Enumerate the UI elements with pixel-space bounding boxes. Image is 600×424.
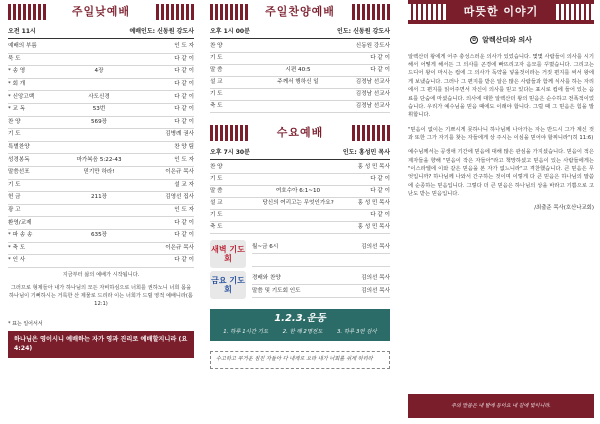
praise-service-info: [210, 28, 390, 39]
order-item: 설 교: [210, 79, 223, 85]
order-detail: 여호수아 6:1~10: [275, 188, 321, 194]
order-detail: [48, 179, 150, 192]
service-time: 오전 11시: [8, 28, 36, 35]
praise-service-leader: 인도: 신동원 강도사: [337, 28, 390, 35]
dawn-prayer-badge: 새벽 기도회: [210, 240, 246, 268]
order-item: 설 교: [210, 200, 223, 206]
story-paragraph-3: 예수님께서는 공생애 기간에 믿음에 대해 많은 관심을 가지셨습니다. 믿음이 적은 제자들을 향해 "믿음이 작은 자들아"라고 책망하셨고 믿음이 있는 사람들에게는 "이스라엘에 이와 같은 믿음을 본 자가 없느니라"고 격찬했습니다. 큰 믿음은 무엇입니까? 하나님께 나와서 간구하는 것이며 이렇게 다 큰 믿음은 하나님의 말씀에 순종하는 믿음입니다. 그렇다 더 큰 믿음은 하나님의 상을 바라고 기쁨으로 고난도 받는 믿음입니다.: [408, 149, 594, 198]
movement-banner: [210, 309, 390, 341]
order-item: * 신앙고백: [8, 93, 35, 100]
order-detail: 시편 40:5: [285, 67, 311, 73]
footer-verse: 주의 말씀은 내 발에 등이요 내 길에 빛이니라.: [408, 394, 594, 418]
order-person: 신동원 강도사: [355, 42, 390, 49]
order-row: [210, 210, 390, 222]
flower-icon: ✿: [472, 37, 477, 44]
order-row: [210, 101, 390, 113]
story-signature: /최출준 목사(호산나교회): [534, 204, 594, 211]
header-pattern-left: [8, 4, 48, 20]
order-detail: 믿기만 하라!: [83, 169, 115, 176]
order-detail: 53번: [92, 106, 106, 113]
friday-prayer-line-2: [252, 285, 390, 298]
order-row: [210, 77, 390, 89]
order-detail: [250, 222, 346, 234]
dawn-prayer-line-2: [252, 254, 390, 267]
order-row: [8, 53, 194, 66]
order-detail: 211장: [90, 194, 108, 201]
order-detail: 당신의 여리고는 무엇인가요?: [262, 200, 334, 206]
order-item: 찬 양: [8, 118, 21, 125]
order-detail: [250, 101, 346, 113]
order-item: 말 씀: [210, 67, 223, 73]
order-person: 찬 양 팀: [174, 144, 194, 151]
wednesday-order-table: [210, 162, 390, 235]
order-person: 인 도 자: [174, 156, 194, 163]
header-pattern-left: [408, 4, 448, 20]
order-item: 헌 금: [8, 194, 21, 201]
scripture-note: 그러므로 형제들아 내가 하나님의 모든 자비하심으로 너희를 권하노니 너희 몸을 하나님이 기뻐하시는 거룩한 산 제물로 드리라 이는 너희가 드릴 영적 예배니라(롬 12:1): [9, 285, 193, 308]
header-pattern-left: [210, 4, 250, 20]
order-detail: 사도신경: [88, 93, 110, 100]
order-person: 다 같 이: [370, 67, 390, 73]
order-detail: [250, 210, 346, 222]
praise-worship-column: [210, 0, 390, 424]
order-item: 기 도: [210, 176, 223, 182]
order-detail: [48, 41, 150, 54]
order-detail: [250, 53, 346, 65]
wednesday-worship-header: [210, 121, 390, 145]
order-row: [210, 65, 390, 77]
order-item: 기 도: [8, 131, 21, 138]
story-header: [408, 0, 594, 24]
order-item: * 파 송 송: [8, 232, 33, 239]
order-person: 다 같 이: [174, 81, 194, 88]
order-item: 기 도: [8, 181, 21, 188]
order-item: 축 도: [210, 103, 223, 109]
dawn-prayer-time: 월~금 6시: [252, 243, 279, 250]
order-detail: [48, 204, 150, 217]
order-item: 찬 양: [210, 163, 223, 170]
invitation-verse: 수고하고 무거운 짐진 자들아 다 내게로 오라 내가 너희를 쉬게 하리라: [210, 351, 390, 369]
movement-items: [216, 329, 384, 336]
service-leader: 예배인도: 신동원 강도사: [129, 28, 194, 35]
header-pattern-left: [210, 125, 250, 141]
movement-item-2: 2. 한 해 2명전도: [282, 328, 323, 335]
order-row: [8, 91, 194, 104]
sunday-worship-title: 주일낮예배: [71, 5, 131, 19]
order-item: 말씀선포: [8, 169, 30, 176]
service-info: [8, 28, 194, 39]
order-row: [8, 192, 194, 205]
order-row: [210, 53, 390, 65]
order-person: 김정남 선교사: [355, 79, 390, 85]
order-person: 김영선 집사: [165, 194, 194, 201]
order-person: 다 같 이: [370, 212, 390, 218]
order-detail: [250, 89, 346, 101]
order-person: 다 같 이: [174, 55, 194, 62]
story-paragraph-2: "믿음이 없이는 기쁘시게 못하나니 하나님께 나아가는 자는 반드시 그가 계신 것과 또한 그가 자기를 찾는 자들에게 상 주시는 이심을 믿어야 할찌니라"(히 11:6): [408, 126, 594, 141]
order-item: 축 도: [210, 224, 223, 230]
order-row: [210, 41, 390, 53]
order-person: 다 같 이: [174, 68, 194, 75]
dawn-prayer-leader: 김의선 목사: [361, 243, 390, 250]
order-person: 홍 성 민 목사: [357, 224, 390, 230]
story-title: [408, 36, 594, 45]
praise-worship-title: 주일찬양예배: [265, 5, 335, 19]
order-detail: [250, 174, 346, 186]
order-item: 기 도: [210, 212, 223, 218]
order-detail: 569장: [90, 118, 108, 125]
order-detail: [48, 217, 150, 230]
order-row: [210, 162, 390, 174]
order-row: [8, 242, 194, 255]
order-item: 말 씀: [210, 188, 223, 194]
order-person: 다 같 이: [174, 106, 194, 113]
order-detail: [48, 78, 150, 91]
header-pattern-right: [154, 4, 194, 20]
order-row: [8, 217, 194, 230]
order-person: 다 같 이: [174, 118, 194, 125]
praise-service-time: 오후 1시 00분: [210, 28, 250, 35]
order-person: 다 같 이: [370, 55, 390, 61]
order-person: 인 도 자: [174, 207, 194, 214]
order-detail: [250, 162, 346, 174]
wednesday-service-leader: 인도: 홍성민 목사: [342, 149, 390, 156]
order-item: * 축 도: [8, 244, 26, 251]
story-section-title: 따뜻한 이야기: [463, 5, 539, 19]
order-person: 홍 성 민 목사: [357, 163, 390, 170]
order-detail: 마가복음 5:22-43: [76, 156, 122, 163]
order-row: [210, 198, 390, 210]
order-item: * 인 사: [8, 257, 26, 264]
order-person: 김정남 선교사: [355, 91, 390, 97]
movement-item-3: 3. 하루 3번 감사: [336, 328, 377, 335]
praise-worship-header: [210, 0, 390, 24]
order-item: 광 고: [8, 207, 21, 214]
order-person: 이은규 목사: [165, 244, 194, 251]
friday-prayer-badge: 금요 기도회: [210, 271, 246, 299]
order-row: [8, 103, 194, 116]
friday-praise-label: 경배와 찬양: [252, 274, 281, 281]
header-pattern-right: [554, 4, 594, 20]
wednesday-worship-title: 수요예배: [276, 126, 324, 140]
header-pattern-right: [350, 4, 390, 20]
order-item: 환영/교제: [8, 219, 32, 226]
movement-title: 1.2.3.운동: [274, 313, 326, 324]
story-title-text: 알렉산더와 의사: [482, 36, 532, 44]
movement-item-1: 1. 하루 1시간 기도: [223, 328, 269, 335]
header-pattern-right: [350, 125, 390, 141]
order-row: [8, 41, 194, 54]
order-row: [8, 66, 194, 79]
order-row: [8, 116, 194, 129]
order-row: [8, 255, 194, 268]
sunday-order-table: [8, 41, 194, 268]
praise-order-table: [210, 41, 390, 114]
wednesday-service-time: 오후 7시 30분: [210, 149, 250, 156]
order-row: [210, 186, 390, 198]
order-row: [8, 154, 194, 167]
order-detail: 4장: [94, 68, 104, 75]
order-row: [210, 174, 390, 186]
order-row: [8, 179, 194, 192]
friday-prayer-line: [252, 272, 390, 285]
order-detail: [48, 242, 150, 255]
friday-prayer-block: [210, 271, 390, 299]
order-row: [210, 89, 390, 101]
order-detail: [48, 255, 150, 268]
order-person: 다 같 이: [370, 188, 390, 194]
order-person: 다 같 이: [370, 176, 390, 182]
resolve-text: 지금부터 삶의 예배가 시작됩니다.: [62, 271, 140, 278]
order-item: 기 도: [210, 55, 223, 61]
friday-word-leader: 김의선 목사: [361, 287, 390, 294]
wednesday-service-info: [210, 149, 390, 160]
order-detail: [250, 41, 346, 53]
order-item: 특별찬양: [8, 144, 30, 151]
order-detail: 주께서 행하신 일: [277, 79, 319, 85]
friday-praise-leader: 김의선 목사: [361, 274, 390, 281]
order-person: 이은규 목사: [165, 169, 194, 176]
order-row: [8, 166, 194, 179]
order-item: * 교 독: [8, 106, 26, 113]
order-row: [8, 141, 194, 154]
order-person: 다 같 이: [174, 232, 194, 239]
dawn-prayer-block: [210, 240, 390, 268]
order-person: 다 같 이: [174, 219, 194, 226]
order-person: 김정남 선교사: [355, 103, 390, 109]
order-item: 묵 도: [8, 55, 21, 62]
order-item: 기 도: [210, 91, 223, 97]
order-detail: [48, 129, 150, 142]
order-person: 인 도 자: [174, 43, 194, 50]
order-item: 찬 양: [210, 42, 223, 49]
order-item: 예배의 부름: [8, 43, 37, 50]
story-column: [408, 0, 594, 424]
order-item: * 송 영: [8, 68, 26, 75]
order-detail: 635장: [90, 232, 108, 239]
order-row: [8, 204, 194, 217]
order-item: 성경봉독: [8, 156, 30, 163]
order-row: [8, 78, 194, 91]
order-row: [8, 129, 194, 142]
sunday-worship-header: [8, 0, 194, 24]
order-person: 다 같 이: [174, 93, 194, 100]
order-person: 설 교 자: [174, 181, 194, 188]
standing-note: * 표는 일어서서: [8, 320, 43, 327]
key-verse: 하나님은 영이시니 예배하는 자가 영과 진리로 예배할지니라 (요4:24): [8, 331, 194, 358]
dawn-prayer-line: [252, 241, 390, 254]
sunday-worship-column: [8, 0, 194, 424]
story-paragraph-1: 알렉산더 왕에게 어주 충성스러운 의사가 있었습니다. 몇몇 사람들이 의사를 시기해서 어떻게 해서든 그 의사를 곤경에 빠뜨리고자 음모를 꾸몄습니다. 그리고는 드디어 왕이 마시는 컵에 그 의사가 독약을 넣을것이라는 거짓 편지를 써서 왕에게 보냈습니다. 그러나 그 편지를 받은 알은 많은 사람들과 함께 식사를 하는 자리에서 그 편지를 읽어주면서 자신이 의사를 믿고 있다는 표시로 컵에 들어 있는 음료를 단숨에 마셨습니다. 의사에 대한 알렉산더 왕의 믿음은 순수하고 전폭적이었습니다. 우리가 예수님을 믿음 때에도 이래야 합니다. 그럴 때 그 믿음은 힘을 발휘합니다.: [408, 53, 594, 119]
friday-word-label: 말씀 및 기도회 인도: [252, 287, 301, 294]
order-row: [8, 229, 194, 242]
order-person: 홍 성 민 목사: [357, 200, 390, 206]
order-detail: [48, 53, 150, 66]
order-person: 다 같 이: [174, 257, 194, 264]
order-row: [210, 222, 390, 234]
order-item: * 회 개: [8, 81, 26, 88]
order-person: 김병례 권사: [165, 131, 194, 138]
order-detail: [48, 141, 150, 154]
